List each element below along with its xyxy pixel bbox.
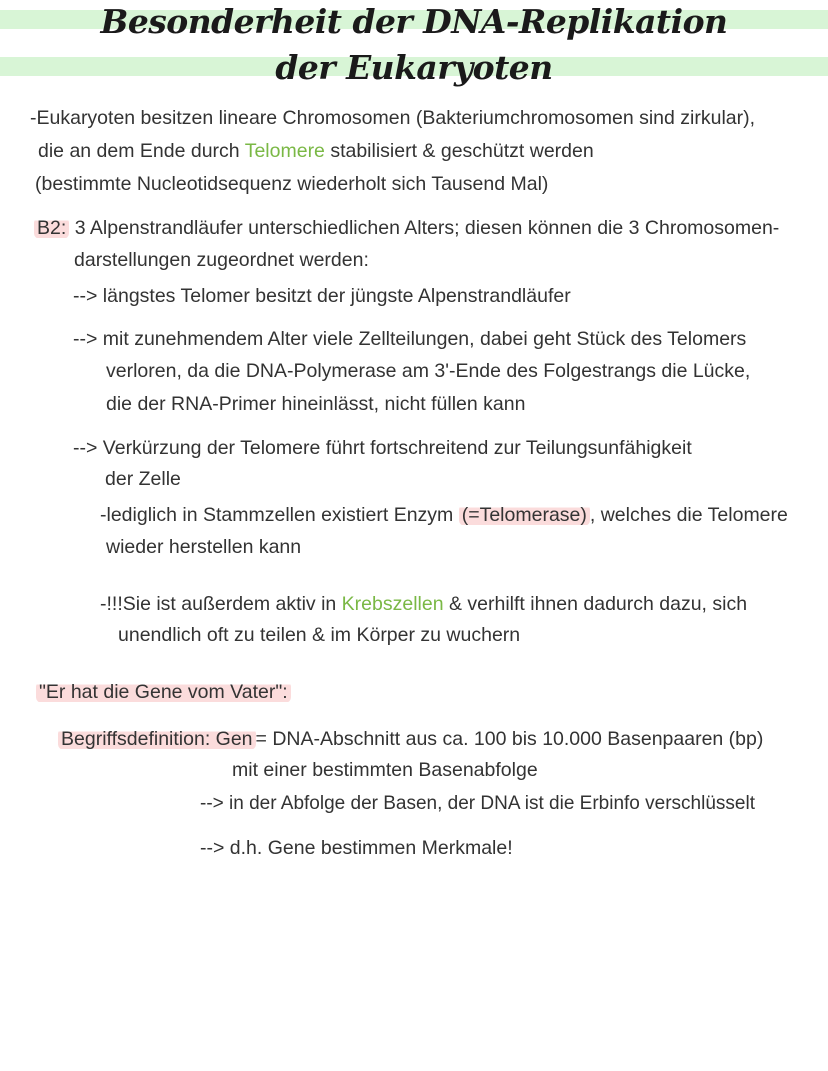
intro-line-1: -Eukaryoten besitzen lineare Chromosomen (Bakteriumchromosomen sind zirkular),	[30, 107, 756, 129]
telomere-term: Telomere	[244, 140, 325, 162]
definition-text: = DNA-Abschnitt aus ca. 100 bis 10.000 Basenpaaren (bp)	[255, 728, 764, 750]
telomerase-term: (=Telomerase)	[459, 504, 590, 526]
krebszellen-term: Krebszellen	[341, 593, 444, 615]
b2-sub-2-post: & verhilft ihnen dadurch dazu, sich	[443, 593, 748, 615]
b2-line-2: darstellungen zugeordnet werden:	[74, 249, 369, 271]
intro-line-2-post: stabilisiert & geschützt werden	[324, 140, 594, 162]
gene-quote	[36, 680, 291, 704]
b2-sub-2-pre: -!!!Sie ist außerdem aktiv in	[100, 593, 342, 615]
b2-point-2-line-3: die der RNA-Primer hineinlässt, nicht füllen kann	[106, 393, 526, 415]
b2-label: B2:	[34, 217, 69, 239]
b2-point-2-line-1: --> mit zunehmendem Alter viele Zellteilungen, dabei geht Stück des Telomers	[73, 328, 747, 350]
gene-arrow-1: --> in der Abfolge der Basen, der DNA ist die Erbinfo verschlüsselt	[200, 793, 755, 814]
b2-point-2-line-2: verloren, da die DNA-Polymerase am 3'-Ende des Folgestrangs die Lücke,	[106, 360, 751, 382]
intro-line-2	[38, 139, 594, 163]
b2-point-3-line-1: --> Verkürzung der Telomere führt fortschreitend zur Teilungsunfähigkeit	[73, 437, 692, 459]
intro-line-3: (bestimmte Nucleotidsequenz wiederholt sich Tausend Mal)	[35, 173, 549, 195]
gene-arrow-2: --> d.h. Gene bestimmen Merkmale!	[200, 837, 513, 859]
b2-sub-1-post: , welches die Telomere	[589, 504, 788, 526]
gene-definition-line-2: mit einer bestimmten Basenabfolge	[232, 759, 538, 781]
gene-quote-text: "Er hat die Gene vom Vater":	[36, 681, 291, 703]
b2-line-1	[34, 216, 779, 240]
b2-point-3-line-2: der Zelle	[105, 468, 181, 490]
page-subtitle: der Eukaryoten	[275, 48, 553, 87]
page-title: Besonderheit der DNA-Replikation	[100, 2, 728, 41]
b2-line-1-text: 3 Alpenstrandläufer unterschiedlichen Alters; diesen können die 3 Chromosomen-	[69, 217, 780, 239]
gene-definition-line-1	[58, 727, 763, 751]
b2-sub-2-line-1	[100, 592, 747, 616]
b2-sub-1-line-2: wieder herstellen kann	[106, 536, 302, 558]
intro-line-2-pre: die an dem Ende durch	[38, 140, 245, 162]
b2-point-1: --> längstes Telomer besitzt der jüngste Alpenstrandläufer	[73, 285, 571, 307]
b2-sub-1-pre: -lediglich in Stammzellen existiert Enzym	[100, 504, 459, 526]
definition-label: Begriffsdefinition: Gen	[58, 728, 256, 750]
b2-sub-1-line-1	[100, 503, 788, 527]
b2-sub-2-line-2: unendlich oft zu teilen & im Körper zu wuchern	[118, 624, 521, 646]
